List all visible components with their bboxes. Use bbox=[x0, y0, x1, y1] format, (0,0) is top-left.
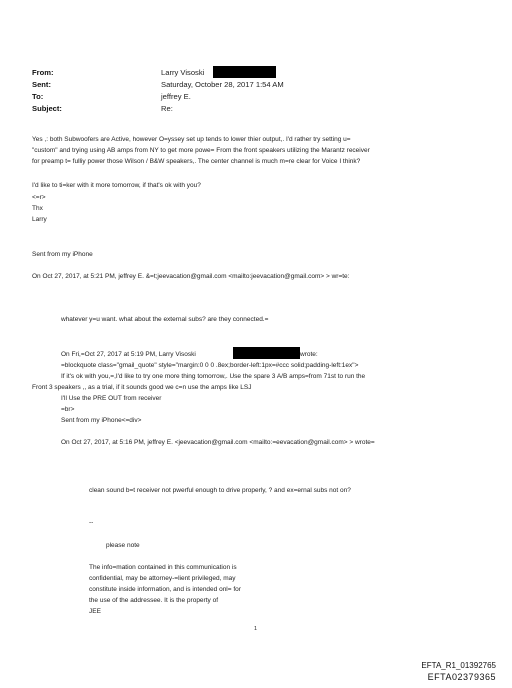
sent-from-line: Sent from my iPhone bbox=[32, 251, 93, 258]
sent-label: Sent: bbox=[32, 80, 51, 89]
body-line: Yes ,: both Subwoofers are Active, however O=yssey set up tends to lower thier output,. I'd rather try setting u= bbox=[32, 136, 351, 143]
confidentiality-line: The info=mation contained in this communication is bbox=[89, 564, 237, 571]
page-number: 1 bbox=[254, 626, 258, 632]
to-label: To: bbox=[32, 92, 44, 101]
dash-line: -- bbox=[89, 519, 94, 526]
quoted-header-line: wrote: bbox=[300, 351, 318, 358]
sent-value: Saturday, October 28, 2017 1:54 AM bbox=[161, 80, 284, 89]
bates-number: EFTA_R1_01392765 bbox=[421, 661, 496, 670]
from-label: From: bbox=[32, 68, 54, 77]
confidentiality-line: confidential, may be attorney-=lient privileged, may bbox=[89, 575, 236, 582]
quoted-header-line: On Oct 27, 2017, at 5:21 PM, jeffrey E. &=t;jeevacation@gmail.com <mailto:jeevacation@gmail.com> > wr=te: bbox=[32, 273, 350, 280]
please-note-line: please note bbox=[106, 542, 140, 549]
body-line: <=r> bbox=[32, 194, 46, 201]
quoted-line: whatever y=u want. what about the external subs? are they connected.= bbox=[61, 316, 269, 323]
from-value: Larry Visoski bbox=[161, 68, 205, 77]
confidentiality-line: JEE bbox=[89, 608, 101, 615]
quoted-line: Front 3 speakers ,, as a trial, if it sounds good we c=n use the amps like LSJ bbox=[32, 384, 252, 391]
quoted-line: =blockquote class="gmail_quote" style="margin:0 0 0 .8ex;border-left:1px=#ccc solid;padding-left:1ex"> bbox=[61, 362, 359, 369]
quoted-header-line: On Fri,=Oct 27, 2017 at 5:19 PM, Larry Visoski bbox=[61, 351, 196, 358]
quoted-line: =br> bbox=[61, 406, 75, 413]
subject-label: Subject: bbox=[32, 104, 62, 113]
body-line: Larry bbox=[32, 216, 47, 223]
quoted-line: I'll Use the PRE OUT from receiver bbox=[61, 395, 162, 402]
confidentiality-line: the use of the addressee. It is the property of bbox=[89, 597, 218, 604]
quoted-line: clean sound b=t receiver not pwerful enough to drive properly, ? and ex=ernal subs not on? bbox=[89, 487, 351, 494]
body-line: "custom" and trying using AB amps from NY to get more powe= From the front speakers utilizing the Marantz receiver bbox=[32, 147, 370, 154]
redaction-box bbox=[233, 347, 300, 359]
body-line: I'd like to ti=ker with it more tomorrow, if that's ok with you? bbox=[32, 182, 201, 189]
quoted-line: Sent from my iPhone<=div> bbox=[61, 417, 142, 424]
quoted-header-line: On Oct 27, 2017, at 5:16 PM, jeffrey E. <jeevacation@gmail.com <mailto:=eevacation@gmail.com> > wrote= bbox=[61, 439, 375, 446]
body-line: Thx bbox=[32, 205, 43, 212]
bates-number: EFTA02379365 bbox=[427, 672, 496, 682]
confidentiality-line: constitute inside information, and is intended onl= for bbox=[89, 586, 241, 593]
body-line: for preamp t= fulliy power those Wilson / B&W speakers,. The center channel is much m=re clear for Voice I think? bbox=[32, 158, 361, 165]
quoted-line: If it's ok with you,=,I'd like to try one more thing tomorrow,. Use the spare 3 A/B amps=from 71st to run the bbox=[61, 373, 366, 380]
subject-value: Re: bbox=[161, 104, 173, 113]
redaction-box bbox=[213, 66, 276, 78]
to-value: jeffrey E. bbox=[161, 92, 191, 101]
